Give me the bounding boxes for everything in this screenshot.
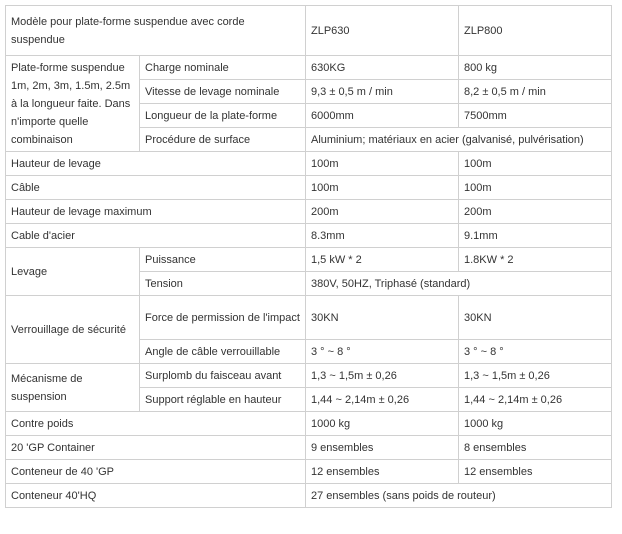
table-row [6,224,612,248]
hq40-value: 27 ensembles (sans poids de routeur) [306,484,612,508]
table-row [6,176,612,200]
platform-label: Plate-forme suspendue 1m, 2m, 3m, 1.5m, 2.5m à la longueur faite. Dans n'importe quelle combinaison [6,56,140,152]
levage-label: Levage [6,248,140,296]
hauteur-max-a: 200m [306,200,459,224]
contre-poids-b: 1000 kg [459,412,612,436]
longueur-label: Longueur de la plate-forme [140,104,306,128]
table-row [6,200,612,224]
force-a: 30KN [306,296,459,340]
vitesse-b: 8,2 ± 0,5 m / min [459,80,612,104]
gp20-a: 9 ensembles [306,436,459,460]
hq40-label: Conteneur 40'HQ [6,484,306,508]
contre-poids-a: 1000 kg [306,412,459,436]
table-row [6,460,612,484]
cable-b: 100m [459,176,612,200]
hauteur-max-b: 200m [459,200,612,224]
table-row [6,436,612,460]
table-row [6,484,612,508]
surplomb-a: 1,3 ~ 1,5m ± 0,26 [306,364,459,388]
puissance-a: 1,5 kW * 2 [306,248,459,272]
surplomb-label: Surplomb du faisceau avant [140,364,306,388]
force-b: 30KN [459,296,612,340]
vitesse-label: Vitesse de levage nominale [140,80,306,104]
charge-a: 630KG [306,56,459,80]
header-model-cell: Modèle pour plate-forme suspendue avec corde suspendue [6,6,306,56]
gp20-label: 20 'GP Container [6,436,306,460]
surface-label: Procédure de surface [140,128,306,152]
cable-acier-b: 9.1mm [459,224,612,248]
tension-value: 380V, 50HZ, Triphasé (standard) [306,272,612,296]
angle-b: 3 ° ~ 8 ° [459,340,612,364]
gp40-b: 12 ensembles [459,460,612,484]
cable-a: 100m [306,176,459,200]
table-row [6,152,612,176]
gp40-a: 12 ensembles [306,460,459,484]
puissance-b: 1.8KW * 2 [459,248,612,272]
angle-a: 3 ° ~ 8 ° [306,340,459,364]
table-row [6,364,612,388]
support-label: Support réglable en hauteur [140,388,306,412]
gp20-b: 8 ensembles [459,436,612,460]
hauteur-max-label: Hauteur de levage maximum [6,200,306,224]
force-label: Force de permission de l'impact [140,296,306,340]
table-row [6,296,612,340]
tension-label: Tension [140,272,306,296]
cable-acier-label: Cable d'acier [6,224,306,248]
cable-label: Câble [6,176,306,200]
mecanisme-label: Mécanisme de suspension [6,364,140,412]
support-b: 1,44 ~ 2,14m ± 0,26 [459,388,612,412]
support-a: 1,44 ~ 2,14m ± 0,26 [306,388,459,412]
header-zlp800-cell: ZLP800 [459,6,612,56]
surplomb-b: 1,3 ~ 1,5m ± 0,26 [459,364,612,388]
charge-label: Charge nominale [140,56,306,80]
longueur-a: 6000mm [306,104,459,128]
hauteur-label: Hauteur de levage [6,152,306,176]
spec-table [5,5,612,508]
gp40-label: Conteneur de 40 'GP [6,460,306,484]
verrouillage-label: Verrouillage de sécurité [6,296,140,364]
table-row [6,248,612,272]
charge-b: 800 kg [459,56,612,80]
puissance-label: Puissance [140,248,306,272]
hauteur-b: 100m [459,152,612,176]
table-row [6,56,612,80]
table-row [6,412,612,436]
vitesse-a: 9,3 ± 0,5 m / min [306,80,459,104]
header-zlp630-cell: ZLP630 [306,6,459,56]
cable-acier-a: 8.3mm [306,224,459,248]
hauteur-a: 100m [306,152,459,176]
table-header-row [6,6,612,56]
angle-label: Angle de câble verrouillable [140,340,306,364]
contre-poids-label: Contre poids [6,412,306,436]
surface-value: Aluminium; matériaux en acier (galvanisé, pulvérisation) [306,128,612,152]
longueur-b: 7500mm [459,104,612,128]
